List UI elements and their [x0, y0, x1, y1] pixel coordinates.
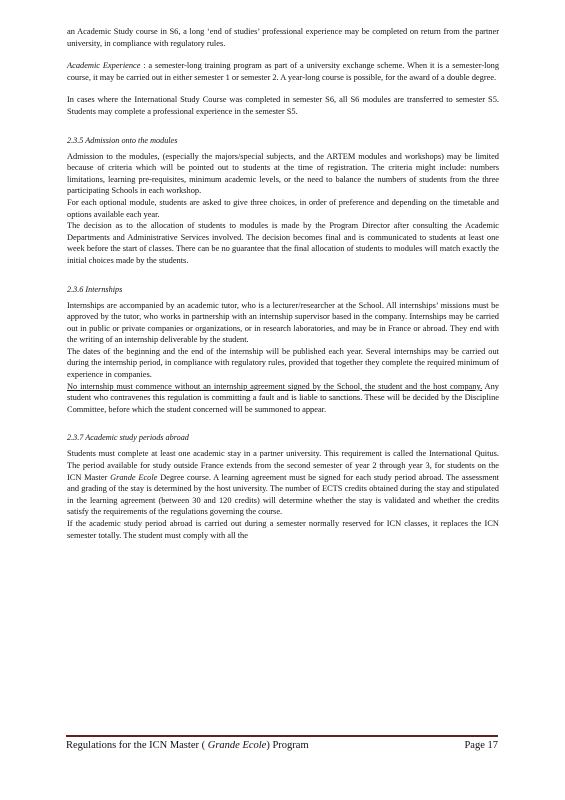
- section-heading-study-abroad: 2.3.7 Academic study periods abroad: [67, 433, 189, 443]
- footer-title-part-1: Regulations for the ICN Master (: [66, 740, 206, 751]
- page-content: [67, 26, 499, 541]
- abroad-grande-ecole: Grande Ecole: [110, 472, 158, 482]
- footer-page-number: Page 17: [464, 740, 498, 751]
- abroad-text-part-2: Degree course. A learning agreement must be signed for each study period abroad. The assessment and grading of the stay is determined by the host university. The number of ECTS credits obtained during the stay and stipulated in the learning agreement (between 30 and 120 credits) will determine whether the stay is validated and whether the credits satisfy the requirements of the regulations governing the course.: [67, 472, 499, 517]
- abroad-paragraph-semester: If the academic study period abroad is carried out during a semester normally reserved for ICN classes, it replaces the ICN semester totally. The student must comply with all the: [67, 519, 499, 540]
- abroad-paragraph-quitus: [67, 448, 499, 518]
- footer-divider: [66, 735, 498, 737]
- paragraph-s6-continuation: an Academic Study course in S6, a long ‘end of studies’ professional experience may be completed on return from the partner university, in compliance with regulatory rules.: [67, 27, 499, 48]
- internships-paragraph-tutor: Internships are accompanied by an academic tutor, who is a lecturer/researcher at the School. All internships’ missions must be approved by the tutor, who works in partnership with an internship supervisor based in the company. Internships may be carried out in public or private companies or organizations, or in research laboratories, and may be in France or abroad. They end with the writing of an internship deliverable by the student.: [67, 300, 499, 345]
- paragraph-international-study-course: In cases where the International Study Course was completed in semester S6, all S6 modules are transferred to semester S5. Students may complete a professional experience in the semester S5.: [67, 95, 499, 116]
- admission-paragraph-decision: The decision as to the allocation of students to modules is made by the Program Director after consulting the Academic Departments and Administrative Services involved. The decision becomes final and is communicated to students at least one week before the start of classes. There can be no guarantee that the final allocation of students to modules will match exactly the initial choices made by the students.: [67, 221, 499, 265]
- footer-title-italic: Grande Ecole: [207, 740, 267, 751]
- internship-agreement-rule: No internship must commence without an internship agreement signed by the School, the student and the host company.: [67, 381, 483, 391]
- internships-paragraph-dates: The dates of the beginning and the end of the internship will be published each year. Several internships may be carried out during the internship period, in compliance with regulatory rules, provided that together they complete the required minimum of experience in companies.: [67, 346, 499, 380]
- term-academic-experience: Academic Experience: [67, 61, 141, 71]
- footer-document-title: [66, 740, 309, 751]
- internship-sanctions-text: Any student who contravenes this regulation is committing a fault and is liable to sanctions. These will be decided by the Discipline Committee, before which the student concerned will be summoned to appear.: [67, 381, 499, 414]
- admission-paragraph-choices: For each optional module, students are asked to give three choices, in order of preference and depending on the timetable and options available each year.: [67, 197, 499, 219]
- page-footer: [66, 740, 498, 754]
- admission-paragraph-criteria: Admission to the modules, (especially the majors/special subjects, and the ARTEM modules and workshops) may be limited because of criteria which will be pointed out to students at the time of registration. The criteria might include: numbers limitations, learning pre-requisites, minimum academic levels, or the need to balance the numbers of students from the three participating Schools in each workshop.: [67, 151, 499, 196]
- section-heading-internships: 2.3.6 Internships: [67, 284, 123, 294]
- internships-paragraph-agreement: [67, 381, 499, 416]
- section-heading-admission: 2.3.5 Admission onto the modules: [67, 135, 178, 145]
- paragraph-academic-experience: [67, 60, 499, 83]
- academic-experience-definition: : a semester-long training program as part of a university exchange scheme. When it is a semester-long course, it may be carried out in either semester 1 or semester 2. A year-long course is possible, for the award of a double degree.: [67, 61, 500, 82]
- footer-title-part-2: ) Program: [266, 740, 309, 751]
- abroad-text-part-1: Students must complete at least one academic stay in a partner university. This requirement is called the International Quitus. The period available for study outside France extends from the second semester of year 2 through year 3, for students on the ICN Master: [67, 449, 499, 482]
